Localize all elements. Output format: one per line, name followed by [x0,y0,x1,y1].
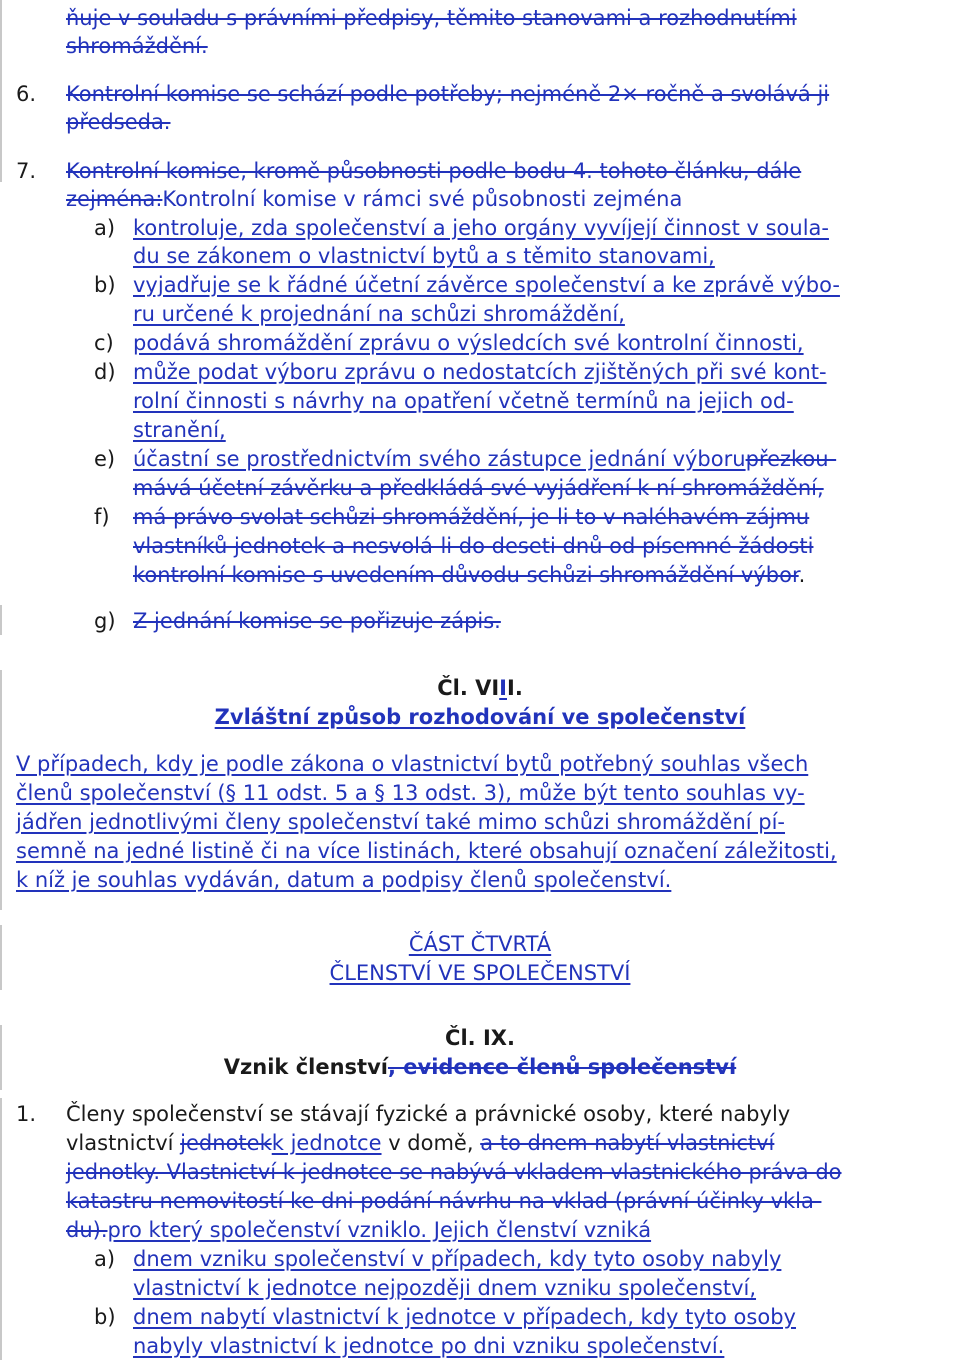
part-heading [0,959,960,988]
text-line: členů společenství (§ 11 odst. 5 a § 13 odst. 3), může být tento souhlas vy- [16,781,805,805]
text-line: shromáždění. [66,34,208,58]
list-label: g) [94,609,116,633]
article-title-text: Zvláštní způsob rozhodování ve společenství [214,705,746,729]
text-line: vlastníků jednotek a nesvolá-li do deseti dnů od písemné žádosti [133,534,814,558]
inserted-text: pro který společenství vzniklo. Jejich členství vzniká [107,1218,652,1242]
plain-text: v domě, [381,1131,481,1155]
text-line: du se zákonem o vlastnictví bytů a s těmito stanovami, [133,244,715,268]
text-line: podává shromáždění zprávu o výsledcích své kontrolní činnosti, [133,331,804,355]
text-line [66,1129,774,1158]
plain-text: vlastnictví [66,1131,181,1155]
text-line: vlastnictví k jednotce nejpozději dnem vzniku společenství, [133,1276,757,1300]
text-line [66,185,682,214]
text-line: ňuje v souladu s právními předpisy, těmito stanovami a rozhodnutími [66,6,797,30]
inserted-text: I [499,676,507,700]
article-heading [0,674,960,703]
part-heading [0,930,960,959]
list-label: e) [94,447,116,471]
list-number: 7. [16,159,37,183]
deleted-text: kontrolní komise s uvedením důvodu schůzi shromáždění výbor [133,563,799,587]
list-number: 6. [16,82,37,106]
text-line: dnem vzniku společenství v případech, kdy tyto osoby nabyly [133,1247,782,1271]
list-label: d) [94,360,116,384]
deleted-text: , evidence členů společenství [387,1055,737,1079]
heading-text: Čl. VI [437,676,500,700]
text-line: může podat výboru zprávu o nedostatcích zjištěných při své kont- [133,360,827,384]
article-title [0,703,960,732]
text-line [133,445,836,474]
text-line: vyjadřuje se k řádné účetní závěrce společenství a ke zprávě výbo- [133,273,840,297]
deleted-text: zejména: [66,187,163,211]
text-line: předseda. [66,110,171,134]
text-line [133,561,805,590]
revision-margin-bar [0,0,2,182]
inserted-text: k jednotce [271,1131,382,1155]
inserted-text: účastní se prostřednictvím svého zástupce jednání výboru [133,447,746,471]
list-number: 1. [16,1102,37,1126]
text-line: má právo svolat schůzi shromáždění, je-li to v naléhavém zájmu [133,505,810,529]
text-line: jednotky. Vlastnictví k jednotce se nabývá vkladem vlastnického práva do [66,1160,842,1184]
inserted-text: Kontrolní komise v rámci své působnosti zejména [162,187,683,211]
deleted-text: du). [66,1218,108,1242]
text-line: semně na jedné listině či na více listinách, které obsahují označení záležitosti, [16,839,837,863]
list-label: a) [94,1247,116,1271]
deleted-text: přezkou- [745,447,837,471]
text-line: Kontrolní komise se schází podle potřeby; nejméně 2× ročně a svolává ji [66,82,830,106]
text-line: Členy společenství se stávají fyzické a právnické osoby, které nabyly [66,1102,791,1126]
text-line: V případech, kdy je podle zákona o vlastnictví bytů potřebný souhlas všech [16,752,809,776]
list-label: b) [94,273,116,297]
text-line: ru určené k projednání na schůzi shromáždění, [133,302,625,326]
list-label: f) [94,505,110,529]
deleted-text: jednotek [180,1131,272,1155]
list-label: c) [94,331,114,355]
text-line: jádřen jednotlivými členy společenství také mimo schůzi shromáždění pí- [16,810,786,834]
revision-margin-bar [0,1098,2,1360]
text-line: Kontrolní komise, kromě působnosti podle bodu 4. tohoto článku, dále [66,159,802,183]
article-title-text: Vznik členství [223,1055,388,1079]
article-title [0,1053,960,1082]
text-line: k níž je souhlas vydáván, datum a podpisy členů společenství. [16,868,672,892]
text-line: Z jednání komise se pořizuje zápis. [133,609,501,633]
text-line: rolní činnosti s návrhy na opatření včetně termínů na jejich od- [133,389,794,413]
part-heading-text: ČLENSTVÍ VE SPOLEČENSTVÍ [329,961,631,985]
text-line: nabyly vlastnictví k jednotce po dni vzniku společenství. [133,1334,725,1358]
article-heading: Čl. IX. [445,1026,515,1050]
text-line: dnem nabytí vlastnictví k jednotce v případech, kdy tyto osoby [133,1305,796,1329]
list-label: a) [94,216,116,240]
text-line: kontroluje, zda společenství a jeho orgány vyvíjejí činnost v soula- [133,216,829,240]
text-line: katastru nemovitostí ke dni podání návrhu na vklad (právní účinky vkla- [66,1189,822,1213]
deleted-text: a to dnem nabytí vlastnictví [480,1131,775,1155]
text-line [66,1216,651,1245]
text-end: . [798,563,806,587]
heading-text: I. [507,676,523,700]
list-label: b) [94,1305,116,1329]
text-line: stranění, [133,418,226,442]
text-line: mává účetní závěrku a předkládá své vyjádření k ní shromáždění, [133,476,824,500]
revision-margin-bar [0,605,2,635]
part-heading-text: ČÁST ČTVRTÁ [408,932,552,956]
